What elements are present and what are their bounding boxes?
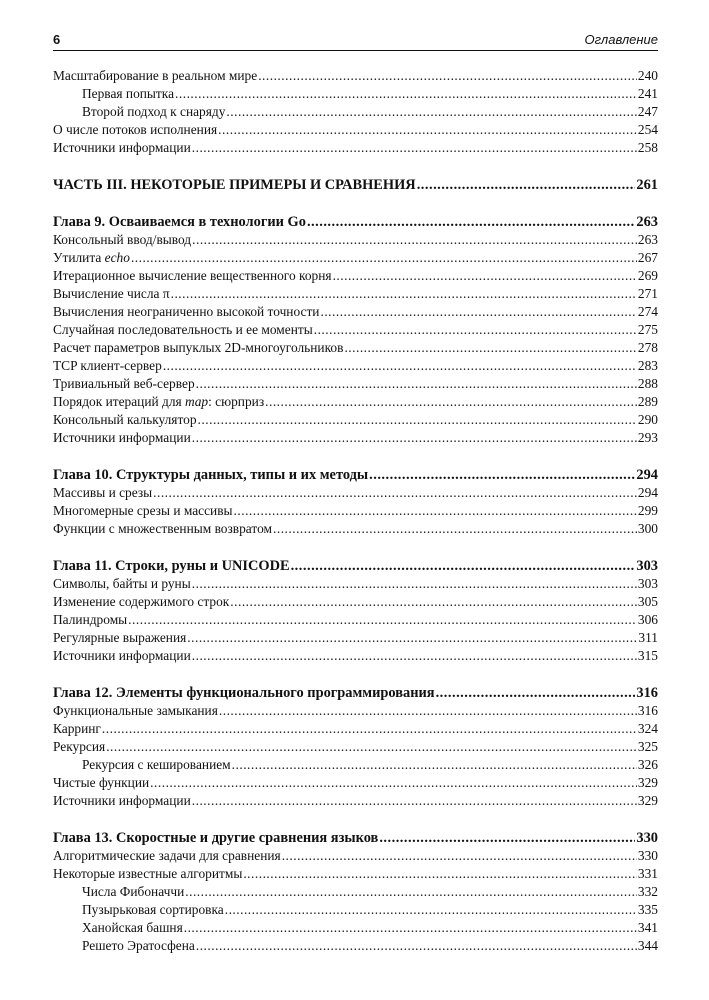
toc-entry-title-text: Рекурсия xyxy=(53,739,106,754)
dot-leader xyxy=(175,85,637,103)
toc-entry-page: 241 xyxy=(637,86,658,101)
toc-entry[interactable] xyxy=(53,611,658,629)
toc-entry-page: 258 xyxy=(637,140,658,155)
toc-entry-title xyxy=(53,213,306,231)
toc-entry-page: 254 xyxy=(637,122,658,137)
toc-entry-title-text: Источники информации xyxy=(53,648,191,663)
dot-leader xyxy=(273,520,637,538)
toc-entry-title-text: Символы, байты и руны xyxy=(53,576,191,591)
toc-entry-page: 275 xyxy=(637,322,658,337)
toc-entry-title xyxy=(53,267,332,285)
toc-entry[interactable] xyxy=(53,720,658,738)
toc-entry-title xyxy=(53,339,343,357)
toc-entry-page: 271 xyxy=(637,286,658,301)
toc-entry-title-text: Алгоритмические задачи для сравнения xyxy=(53,848,281,863)
toc-chapter-entry[interactable] xyxy=(53,213,658,231)
toc-entry-title-text: Тривиальный веб-сервер xyxy=(53,376,195,391)
toc-entry[interactable] xyxy=(53,919,658,937)
toc-entry-title-text: Источники информации xyxy=(53,140,191,155)
toc-entry[interactable] xyxy=(53,411,658,429)
toc-entry-title-text: Вычисления неограниченно высокой точности xyxy=(53,304,320,319)
toc-entry-title xyxy=(53,321,313,339)
toc-entry-page: 330 xyxy=(637,848,658,863)
toc-chapter-entry[interactable] xyxy=(53,557,658,575)
toc-entry-title xyxy=(53,756,231,774)
toc-entry-page: 326 xyxy=(637,757,658,772)
dot-leader xyxy=(192,792,637,810)
toc-entry[interactable] xyxy=(53,139,658,157)
dot-leader xyxy=(344,339,636,357)
section-gap xyxy=(53,447,658,466)
page-header xyxy=(53,30,658,51)
toc-entry-page: 316 xyxy=(636,685,658,701)
toc-entry-title xyxy=(53,720,101,738)
toc-entry-title-text: Случайная последовательность и ее моменты xyxy=(53,322,313,337)
dot-leader xyxy=(192,231,637,249)
toc-chapter-entry[interactable] xyxy=(53,176,658,194)
toc-entry[interactable] xyxy=(53,593,658,611)
toc-entry-title-text: Глава 11. Строки, руны и UNICODE xyxy=(53,558,290,574)
toc-entry-page: 330 xyxy=(636,830,658,846)
toc-entry[interactable] xyxy=(53,85,658,103)
toc-entry-title-text: Ханойская башня xyxy=(82,920,183,935)
dot-leader xyxy=(192,139,637,157)
dot-leader xyxy=(102,720,637,738)
toc-entry-title xyxy=(53,502,233,520)
toc-entry-title-text: Источники информации xyxy=(53,430,191,445)
toc-entry-title xyxy=(53,520,272,538)
toc-entry-page: 290 xyxy=(637,412,658,427)
toc-entry-title xyxy=(53,231,191,249)
toc-entry-title xyxy=(53,774,149,792)
toc-entry[interactable] xyxy=(53,231,658,249)
page-number: 6 xyxy=(53,32,61,47)
toc-entry-title xyxy=(53,303,319,321)
toc-entry[interactable] xyxy=(53,883,658,901)
toc-entry-title-text: Масштабирование в реальном мире xyxy=(53,68,258,83)
toc-entry-title-text: Расчет параметров выпуклых 2D-многоугольников xyxy=(53,340,344,355)
dot-leader xyxy=(196,375,637,393)
toc-entry-title-text: Первая попытка xyxy=(82,86,175,101)
toc-entry-title-text: Вычисление числа π xyxy=(53,286,170,301)
toc-entry-title xyxy=(53,139,191,157)
toc-entry[interactable] xyxy=(53,285,658,303)
toc-entry-title xyxy=(53,611,127,629)
toc-entry[interactable] xyxy=(53,792,658,810)
toc-entry[interactable] xyxy=(53,756,658,774)
toc-entry-title xyxy=(53,575,191,593)
toc-entry-title-text: Функциональные замыкания xyxy=(53,703,218,718)
dot-leader xyxy=(234,502,637,520)
dot-leader xyxy=(163,357,637,375)
toc-entry[interactable] xyxy=(53,647,658,665)
toc-entry[interactable] xyxy=(53,429,658,447)
toc-entry-page: 261 xyxy=(636,177,658,193)
running-title: Оглавление xyxy=(584,32,658,47)
toc-entry-title xyxy=(53,67,257,85)
toc-chapter-entry[interactable] xyxy=(53,466,658,484)
section-gap xyxy=(53,665,658,684)
toc-entry-page: 300 xyxy=(637,521,658,536)
toc-entry-title xyxy=(53,829,378,847)
toc-entry-page: 299 xyxy=(637,503,658,518)
toc-entry-page: 263 xyxy=(637,232,658,247)
dot-leader xyxy=(307,213,635,231)
section-gap xyxy=(53,194,658,213)
toc-entry-page: 278 xyxy=(637,340,658,355)
dot-leader xyxy=(243,865,637,883)
toc-entry-title-text: Числа Фибоначчи xyxy=(82,884,185,899)
toc-entry[interactable] xyxy=(53,847,658,865)
toc-entry[interactable] xyxy=(53,339,658,357)
toc-entry-page: 315 xyxy=(637,648,658,663)
toc-entry-title xyxy=(53,484,152,502)
toc-entry-page: 247 xyxy=(637,104,658,119)
toc-entry-title-text: Многомерные срезы и массивы xyxy=(53,503,233,518)
toc-entry-page: 267 xyxy=(637,250,658,265)
dot-leader xyxy=(314,321,637,339)
toc-entry-title-text: Глава 12. Элементы функционального программирования xyxy=(53,685,435,701)
toc-entry-page: 305 xyxy=(637,594,658,609)
dot-leader xyxy=(291,557,636,575)
toc-entry-title-text: Второй подход к снаряду xyxy=(82,104,226,119)
toc-entry[interactable] xyxy=(53,575,658,593)
toc-entry-title-text: Порядок итераций для xyxy=(53,394,186,409)
toc-entry-page: 329 xyxy=(637,775,658,790)
toc-entry-title xyxy=(53,393,264,411)
toc-entry[interactable] xyxy=(53,774,658,792)
toc-entry-title xyxy=(53,629,186,647)
toc-entry-page: 288 xyxy=(637,376,658,391)
toc-entry-title-text: Глава 9. Осваиваемся в технологии Go xyxy=(53,214,306,230)
toc-entry-page: 289 xyxy=(637,394,658,409)
toc-entry[interactable] xyxy=(53,901,658,919)
toc-entry-title xyxy=(53,865,242,883)
toc-entry-title-text: Массивы и срезы xyxy=(53,485,153,500)
dot-leader xyxy=(226,103,636,121)
toc-entry-title-text: Консольный калькулятор xyxy=(53,412,197,427)
dot-leader xyxy=(369,466,635,484)
toc-entry[interactable] xyxy=(53,267,658,285)
toc-entry-page: 344 xyxy=(637,938,658,953)
toc-entry-page: 274 xyxy=(637,304,658,319)
dot-leader xyxy=(192,647,637,665)
toc-entry-title-text: Некоторые известные алгоритмы xyxy=(53,866,243,881)
toc-entry-page: 269 xyxy=(637,268,658,283)
dot-leader xyxy=(320,303,636,321)
toc-entry-page: 283 xyxy=(637,358,658,373)
toc-entry-title-text: О числе потоков исполнения xyxy=(53,122,218,137)
toc-entry-title xyxy=(53,684,435,702)
dot-leader xyxy=(171,285,637,303)
toc-entry-title-italic: echo xyxy=(104,250,130,265)
toc-entry-title-text: TCP клиент-сервер xyxy=(53,358,162,373)
toc-entry-page: 341 xyxy=(637,920,658,935)
dot-leader xyxy=(417,176,636,194)
dot-leader xyxy=(282,847,637,865)
dot-leader xyxy=(436,684,636,702)
toc-entry-title xyxy=(53,557,290,575)
toc-entry-page: 294 xyxy=(636,467,658,483)
toc-entry-title-text: Карринг xyxy=(53,721,101,736)
toc-entry-page: 316 xyxy=(637,703,658,718)
toc-entry[interactable] xyxy=(53,103,658,121)
toc-entry[interactable] xyxy=(53,249,658,267)
toc-entry-title xyxy=(53,919,183,937)
toc-entry[interactable] xyxy=(53,357,658,375)
toc-entry-page: 311 xyxy=(638,630,658,645)
toc-entry[interactable] xyxy=(53,520,658,538)
toc-entry-page: 331 xyxy=(637,866,658,881)
toc-entry-title-text: ЧАСТЬ III. НЕКОТОРЫЕ ПРИМЕРЫ И СРАВНЕНИЯ xyxy=(53,177,416,193)
toc-entry[interactable] xyxy=(53,702,658,720)
toc-entry-title-text: Глава 13. Скоростные и другие сравнения языков xyxy=(53,830,379,846)
dot-leader xyxy=(185,883,637,901)
toc-entry-page: 324 xyxy=(637,721,658,736)
toc-entry[interactable] xyxy=(53,865,658,883)
toc-entry-title-text: Глава 10. Структуры данных, типы и их методы xyxy=(53,467,369,483)
toc-entry-title-text: Рекурсия с кешированием xyxy=(82,757,231,772)
toc-entry-title xyxy=(53,937,195,955)
dot-leader xyxy=(258,67,637,85)
dot-leader xyxy=(187,629,637,647)
toc-entry[interactable] xyxy=(53,303,658,321)
toc-entry[interactable] xyxy=(53,393,658,411)
toc-entry[interactable] xyxy=(53,484,658,502)
dot-leader xyxy=(192,575,637,593)
toc-entry[interactable] xyxy=(53,321,658,339)
dot-leader xyxy=(198,411,637,429)
toc-entry-title xyxy=(53,429,191,447)
toc-entry-title xyxy=(53,647,191,665)
toc-entry-title xyxy=(53,847,281,865)
toc-entry-title-text: Пузырьковая сортировка xyxy=(82,902,224,917)
dot-leader xyxy=(219,702,637,720)
dot-leader xyxy=(379,829,635,847)
dot-leader xyxy=(106,738,637,756)
toc-entry-title xyxy=(53,593,229,611)
toc-entry-page: 325 xyxy=(637,739,658,754)
dot-leader xyxy=(218,121,637,139)
toc-entry-title xyxy=(53,103,225,121)
toc-entry-title-text: Регулярные выражения xyxy=(53,630,187,645)
dot-leader xyxy=(192,429,637,447)
dot-leader xyxy=(184,919,637,937)
dot-leader xyxy=(225,901,637,919)
toc-entry-page: 263 xyxy=(636,214,658,230)
toc-entry-title xyxy=(53,249,130,267)
dot-leader xyxy=(150,774,637,792)
toc-entry-title xyxy=(53,738,105,756)
dot-leader xyxy=(196,937,637,955)
toc-entry[interactable] xyxy=(53,937,658,955)
toc-entry-title xyxy=(53,883,184,901)
toc-entry-title xyxy=(53,176,416,194)
dot-leader xyxy=(333,267,637,285)
toc-entry-title xyxy=(53,702,218,720)
toc-entry-page: 303 xyxy=(637,576,658,591)
toc-entry-title-text: Решето Эратосфена xyxy=(82,938,195,953)
dot-leader xyxy=(131,249,637,267)
dot-leader xyxy=(153,484,637,502)
toc-entry-page: 240 xyxy=(637,68,658,83)
toc-entry-title-text: Источники информации xyxy=(53,793,191,808)
toc-entry[interactable] xyxy=(53,629,658,647)
toc-entry-title xyxy=(53,375,195,393)
section-gap xyxy=(53,538,658,557)
toc-entry-title-text: Консольный ввод/вывод xyxy=(53,232,192,247)
dot-leader xyxy=(128,611,637,629)
toc-chapter-entry[interactable] xyxy=(53,684,658,702)
section-gap xyxy=(53,810,658,829)
table-of-contents xyxy=(53,67,658,955)
document-page xyxy=(53,30,658,955)
toc-entry-title xyxy=(53,121,217,139)
toc-entry-title xyxy=(53,792,191,810)
toc-chapter-entry[interactable] xyxy=(53,829,658,847)
toc-entry-title-text: Итерационное вычисление вещественного корня xyxy=(53,268,332,283)
toc-entry[interactable] xyxy=(53,738,658,756)
toc-entry-title xyxy=(53,85,174,103)
toc-entry-title-text: Чистые функции xyxy=(53,775,150,790)
toc-entry[interactable] xyxy=(53,67,658,85)
toc-entry[interactable] xyxy=(53,375,658,393)
toc-entry-title xyxy=(53,357,162,375)
toc-entry-title-text: Палиндромы xyxy=(53,612,128,627)
toc-entry-page: 335 xyxy=(637,902,658,917)
toc-entry-page: 293 xyxy=(637,430,658,445)
toc-entry-page: 329 xyxy=(637,793,658,808)
toc-entry-page: 306 xyxy=(637,612,658,627)
dot-leader xyxy=(230,593,637,611)
toc-entry[interactable] xyxy=(53,502,658,520)
toc-entry-title xyxy=(53,285,170,303)
toc-entry-title-tail: : сюрприз xyxy=(208,394,265,409)
toc-entry-title-text: Утилита xyxy=(53,250,105,265)
toc-entry-title xyxy=(53,411,197,429)
toc-entry-title-text: Изменение содержимого строк xyxy=(53,594,230,609)
toc-entry-title-text: Функции с множественным возвратом xyxy=(53,521,272,536)
toc-entry-page: 332 xyxy=(637,884,658,899)
toc-entry-title-italic: map xyxy=(185,394,209,409)
dot-leader xyxy=(232,756,637,774)
toc-entry[interactable] xyxy=(53,121,658,139)
dot-leader xyxy=(265,393,637,411)
toc-entry-title xyxy=(53,466,368,484)
toc-entry-title xyxy=(53,901,224,919)
toc-entry-page: 294 xyxy=(637,485,658,500)
section-gap xyxy=(53,157,658,176)
toc-entry-page: 303 xyxy=(636,558,658,574)
